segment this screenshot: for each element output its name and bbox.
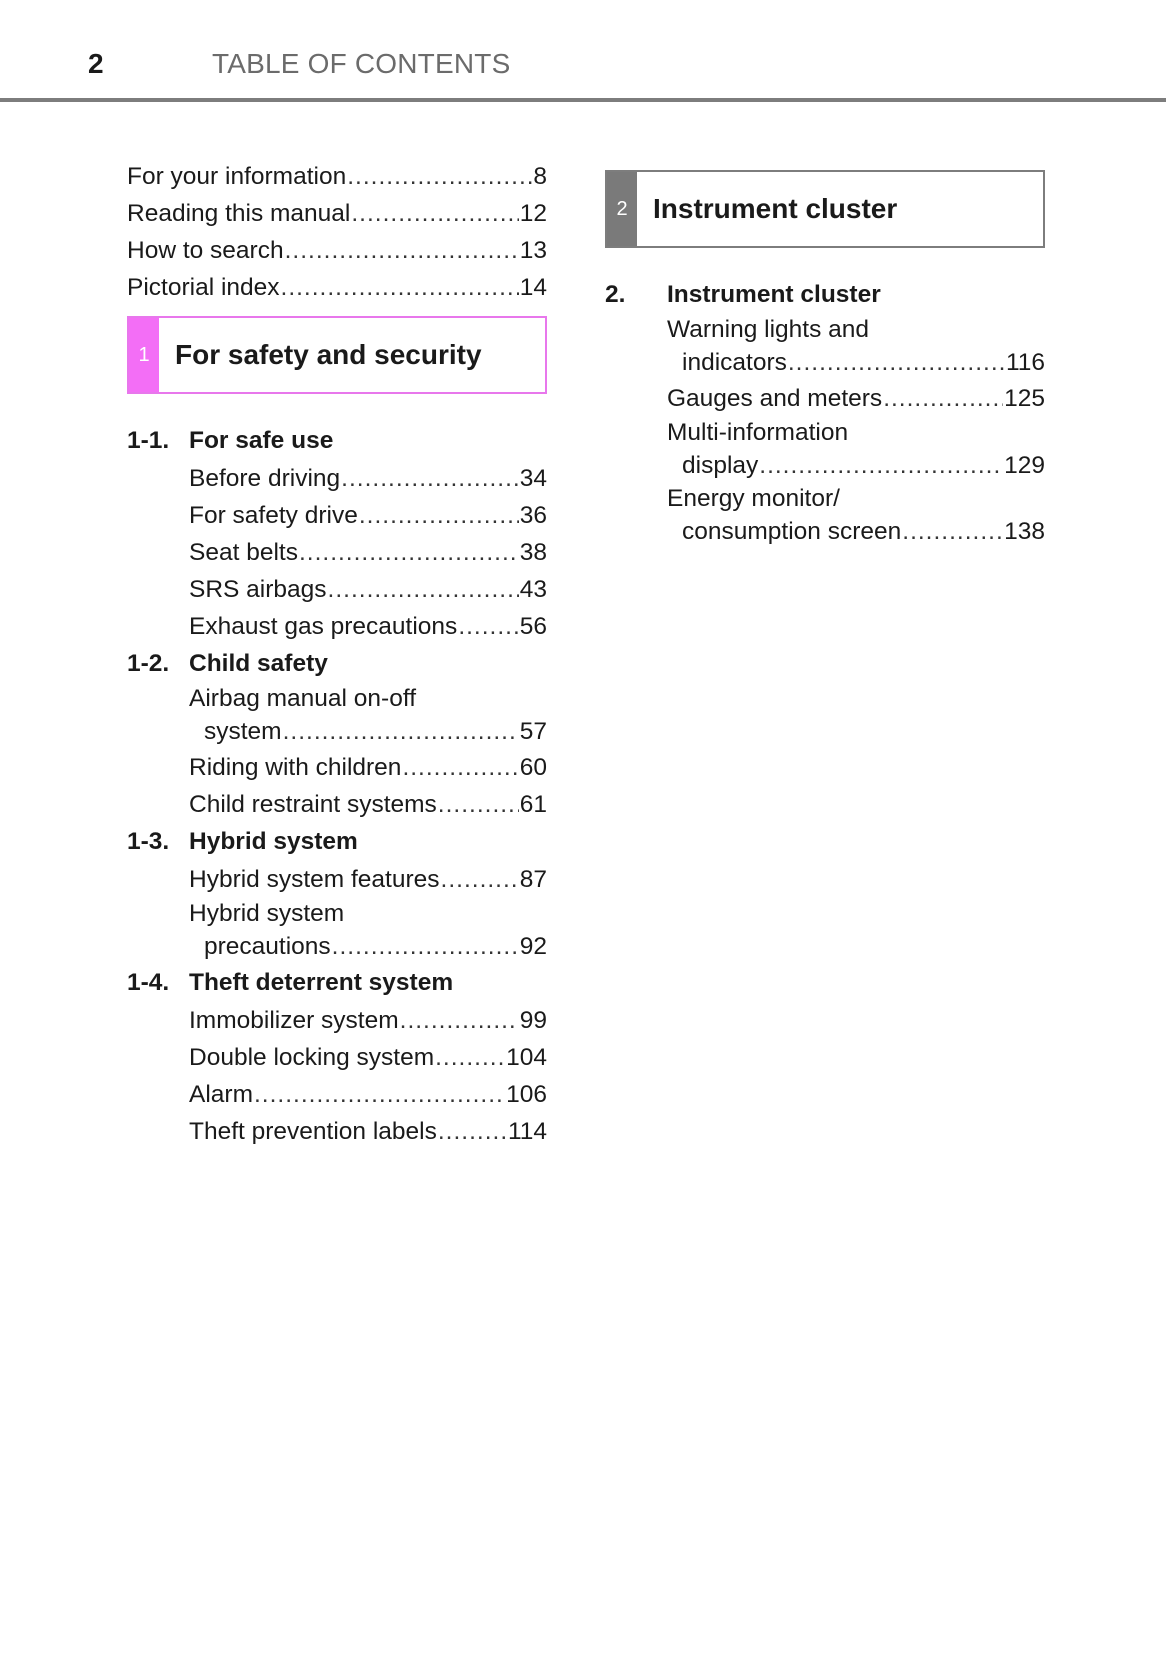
toc-entry[interactable]: SRS airbags ..... 43 [189, 571, 547, 608]
section-heading[interactable]: 2. Instrument cluster [605, 281, 881, 308]
toc-entry[interactable]: For your information ..... 8 [127, 158, 547, 195]
toc-entry-wrapped[interactable]: Airbag manual on-off system ..... 57 [189, 683, 547, 749]
section-heading[interactable]: 1-4. Theft deterrent system [127, 969, 454, 996]
toc-entry[interactable]: Hybrid system features ..... 87 [189, 861, 547, 898]
chapter-1-title: For safety and security [175, 339, 482, 370]
toc-entry[interactable]: Reading this manual ..... 12 [127, 195, 547, 232]
toc-entry-wrapped[interactable]: Energy monitor/ consumption screen ..... 138 [667, 483, 1045, 549]
toc-entry[interactable]: Riding with children ..... 60 [189, 749, 547, 786]
section-heading[interactable]: 1-3. Hybrid system [127, 828, 358, 855]
chapter-2-banner[interactable] [605, 170, 1045, 248]
page-header [0, 0, 1166, 102]
toc-entry[interactable]: How to search ..... 13 [127, 232, 547, 269]
section-entries [127, 861, 547, 964]
chapter-1-tab: 1 [129, 318, 159, 392]
left-column [127, 158, 547, 1150]
section-entries [127, 683, 547, 823]
section-heading[interactable]: 1-1. For safe use [127, 427, 334, 454]
page-number: 2 [88, 48, 104, 79]
toc-entry-wrapped[interactable]: Hybrid system precautions ..... 92 [189, 898, 547, 964]
intro-entries [127, 158, 547, 306]
toc-entry[interactable]: Theft prevention labels ..... 114 [189, 1113, 547, 1150]
toc-entry[interactable]: For safety drive ..... 36 [189, 497, 547, 534]
chapter-2-title: Instrument cluster [653, 193, 898, 224]
toc-entry[interactable]: Alarm ..... 106 [189, 1076, 547, 1113]
toc-entry[interactable]: Gauges and meters ..... 125 [667, 380, 1045, 417]
section-entries [127, 1002, 547, 1150]
toc-entry[interactable]: Double locking system ..... 104 [189, 1039, 547, 1076]
section-entries [127, 460, 547, 645]
page-title: TABLE OF CONTENTS [212, 48, 511, 79]
toc-entry[interactable]: Child restraint systems ..... 61 [189, 786, 547, 823]
toc-entry-wrapped[interactable]: Warning lights and indicators ..... 116 [667, 314, 1045, 380]
toc-entry[interactable]: Seat belts ..... 38 [189, 534, 547, 571]
chapter-1-banner[interactable] [127, 316, 547, 394]
toc-entry-wrapped[interactable]: Multi-information display ..... 129 [667, 417, 1045, 483]
section-entries [605, 314, 1045, 549]
section-heading[interactable]: 1-2. Child safety [127, 650, 328, 677]
toc-entry[interactable]: Exhaust gas precautions ..... 56 [189, 608, 547, 645]
chapter-2-tab: 2 [607, 172, 637, 246]
right-column [605, 170, 1045, 549]
toc-entry[interactable]: Immobilizer system ..... 99 [189, 1002, 547, 1039]
toc-entry[interactable]: Before driving ..... 34 [189, 460, 547, 497]
toc-entry[interactable]: Pictorial index ..... 14 [127, 269, 547, 306]
